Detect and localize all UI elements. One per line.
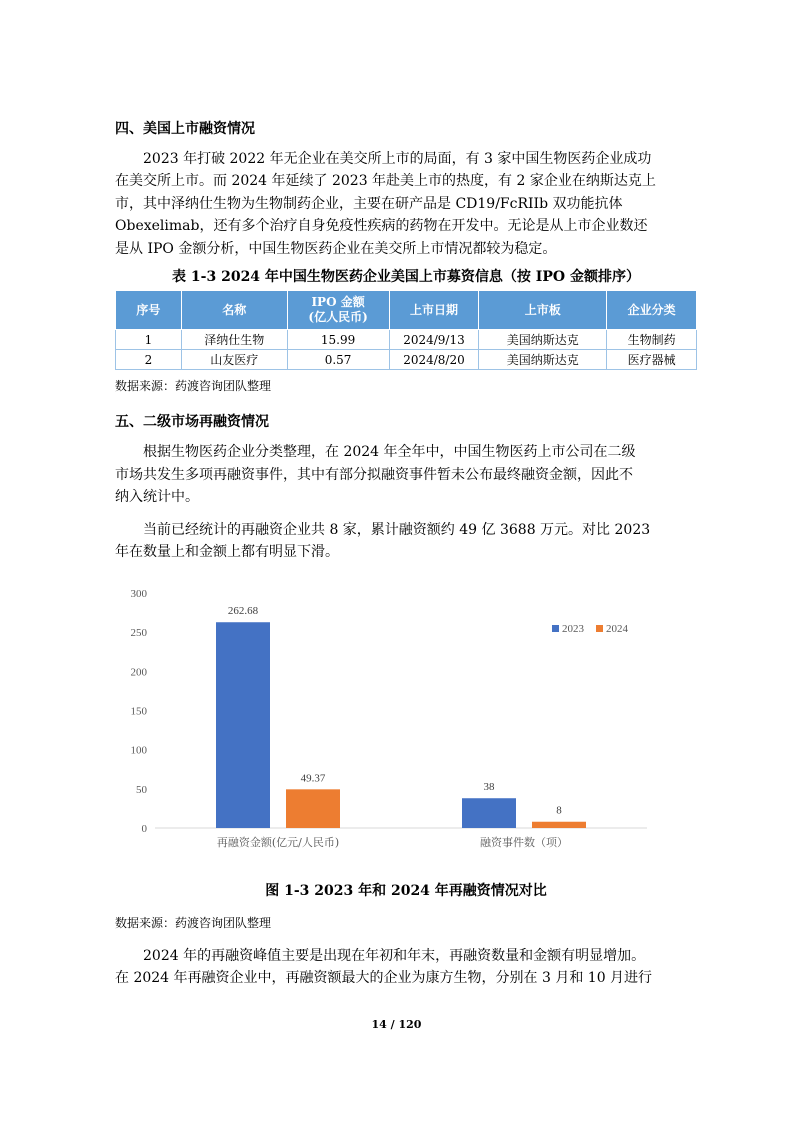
table-cell: 山友医疗: [181, 350, 287, 370]
data-label: 49.37: [300, 772, 326, 785]
col-header-name: 名称: [181, 291, 287, 330]
legend-label: 2024: [606, 623, 628, 635]
table-cell: 泽纳仕生物: [181, 330, 287, 350]
table-cell: 15.99: [287, 330, 389, 350]
header-line: IPO 金额: [311, 295, 365, 309]
col-header-category: 企业分类: [607, 291, 697, 330]
table-caption: 表 1-3 2024 年中国生物医药企业美国上市募资信息（按 IPO 金额排序）: [172, 269, 640, 285]
table-cell: 1: [116, 330, 182, 350]
table-cell: 医疗器械: [607, 350, 697, 370]
paragraph-line: 市场共发生多项再融资事件，其中有部分拟融资事件暂未公布最终融资金额，因此不: [115, 467, 633, 483]
col-header-board: 上市板: [479, 291, 607, 330]
bar-2024-1: [532, 822, 586, 828]
paragraph-line: 2024 年的再融资峰值主要是出现在年初和年末，再融资数量和金额有明显增加。: [143, 948, 646, 964]
paragraph-line: 纳入统计中。: [115, 489, 199, 505]
paragraph-line: 在 2024 年再融资企业中，再融资额最大的企业为康方生物，分别在 3 月和 10 月进行: [115, 970, 653, 986]
col-header-index: 序号: [116, 291, 182, 330]
data-label: 262.68: [227, 605, 259, 618]
bar-2023-1: [462, 798, 516, 828]
table-cell: 2024/9/13: [389, 330, 479, 350]
y-tick-label: 300: [130, 588, 147, 600]
table-cell: 美国纳斯达克: [479, 330, 607, 350]
figure-source: 数据来源：药渡咨询团队整理: [115, 916, 272, 930]
y-tick-label: 50: [136, 783, 147, 796]
table-header-row: [116, 291, 697, 330]
refinancing-bar-chart: [115, 580, 655, 860]
paragraph-line: 年在数量上和金额上都有明显下滑。: [115, 544, 339, 560]
data-label: 38: [483, 781, 495, 794]
table-cell: 美国纳斯达克: [479, 350, 607, 370]
bar-2023-0: [216, 622, 270, 828]
legend-swatch-2023: [552, 625, 559, 632]
y-tick-label: 200: [130, 666, 147, 679]
table-cell: 0.57: [287, 350, 389, 370]
table-cell: 2024/8/20: [389, 350, 479, 370]
paragraph-line: 当前已经统计的再融资企业共 8 家，累计融资额约 49 亿 3688 万元。对比 2023: [143, 522, 651, 538]
paragraph-line: 2023 年打破 2022 年无企业在美交所上市的局面，有 3 家中国生物医药企业成功: [143, 151, 652, 167]
table-cell: 生物制药: [607, 330, 697, 350]
col-header-ipo-amount: [287, 291, 389, 330]
paragraph-line: 市，其中泽纳仕生物为生物制药企业，主要在研产品是 CD19/FcRIIb 双功能抗体: [115, 196, 623, 212]
x-category-label: 融资事件数（项）: [480, 836, 568, 849]
paragraph-line: Obexelimab，还有多个治疗自身免疫性疾病的药物在开发中。无论是从上市企业数还: [115, 218, 648, 234]
legend-swatch-2024: [596, 625, 603, 632]
table-cell: 2: [116, 350, 182, 370]
paragraph-line: 根据生物医药企业分类整理，在 2024 年全年中，中国生物医药上市公司在二级: [143, 444, 636, 460]
page-number: 14 / 120: [371, 1018, 422, 1031]
y-tick-label: 150: [130, 705, 147, 718]
section-heading-secondary-market: 五、二级市场再融资情况: [115, 414, 269, 430]
bar-2024-0: [286, 789, 340, 828]
paragraph-line: 是从 IPO 金额分析，中国生物医药企业在美交所上市情况都较为稳定。: [115, 241, 557, 257]
table-row: [116, 330, 697, 350]
x-category-label: 再融资金额(亿元/人民币): [216, 836, 340, 849]
ipo-table: [115, 290, 697, 370]
table-row: [116, 350, 697, 370]
y-tick-label: 0: [141, 823, 147, 835]
header-line: (亿人民币): [308, 310, 368, 324]
y-tick-label: 250: [130, 627, 147, 640]
col-header-date: 上市日期: [389, 291, 479, 330]
table-source: 数据来源：药渡咨询团队整理: [115, 379, 272, 393]
section-heading-us-listing: 四、美国上市融资情况: [115, 121, 255, 137]
legend-label: 2023: [562, 623, 584, 635]
y-tick-label: 100: [130, 744, 147, 757]
paragraph-line: 在美交所上市。而 2024 年延续了 2023 年赴美上市的热度，有 2 家企业在纳斯达克上: [115, 173, 656, 189]
figure-caption: 图 1-3 2023 年和 2024 年再融资情况对比: [265, 883, 547, 899]
data-label: 8: [556, 804, 562, 817]
